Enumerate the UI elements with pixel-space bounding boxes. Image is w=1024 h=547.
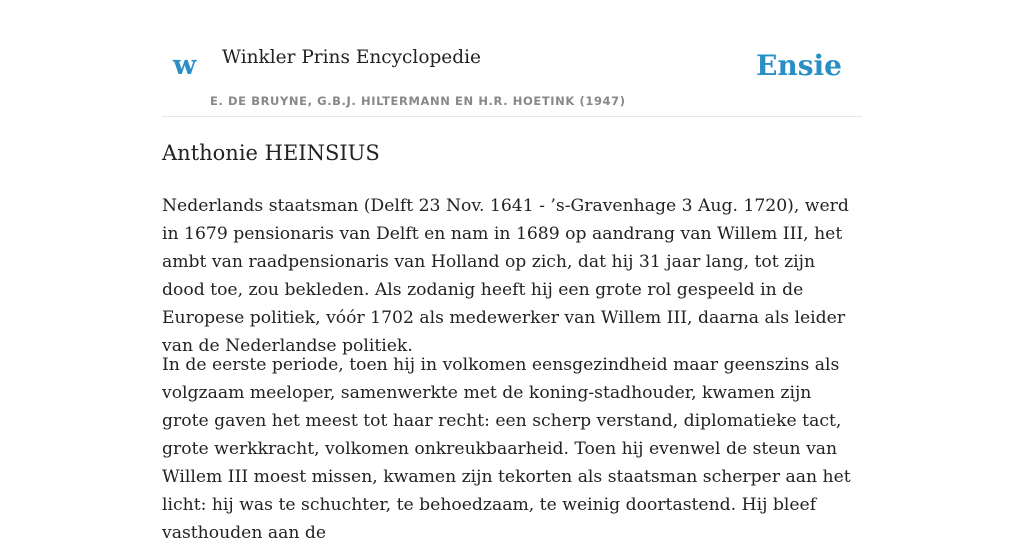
encyclopedia-title[interactable]: Winkler Prins Encyclopedie [222,47,481,68]
site-header [162,0,862,117]
page [162,0,862,543]
brand-logo[interactable]: Ensie [756,49,842,82]
authors-line: E. DE BRUYNE, G.B.J. HILTERMANN EN H.R. HOETINK (1947) [210,94,626,108]
article-title: Anthonie HEINSIUS [162,141,380,165]
site-logo[interactable]: w [173,50,197,81]
article-paragraph-2: In de eerste periode, toen hij in volkomen eensgezindheid maar geenszins als volgzaam meeloper, samenwerkte met de koning-stadhouder, kwamen zijn grote gaven het meest tot haar recht: een scherp verstand, diplomatieke tact, grote werkkracht, volkomen onkreukbaarheid. Toen hij evenwel de steun van Willem III moest missen, kwamen zijn tekorten als staatsman scherper aan het licht: hij was te schuchter, te behoedzaam, te weinig doortastend. Hij bleef vasthouden aan de [162,355,851,543]
article-paragraph-1: Nederlands staatsman (Delft 23 Nov. 1641 - ’s-Gravenhage 3 Aug. 1720), werd in 1679 pensionaris van Delft en nam in 1689 op aandrang van Willem III, het ambt van raadpensionaris van Holland op zich, dat hij 31 jaar lang, tot zijn dood toe, zou bekleden. Als zodanig heeft hij een grote rol gespeeld in de Europese politiek, vóór 1702 als medewerker van Willem III, daarna als leider van de Nederlandse politiek. [162,196,849,356]
